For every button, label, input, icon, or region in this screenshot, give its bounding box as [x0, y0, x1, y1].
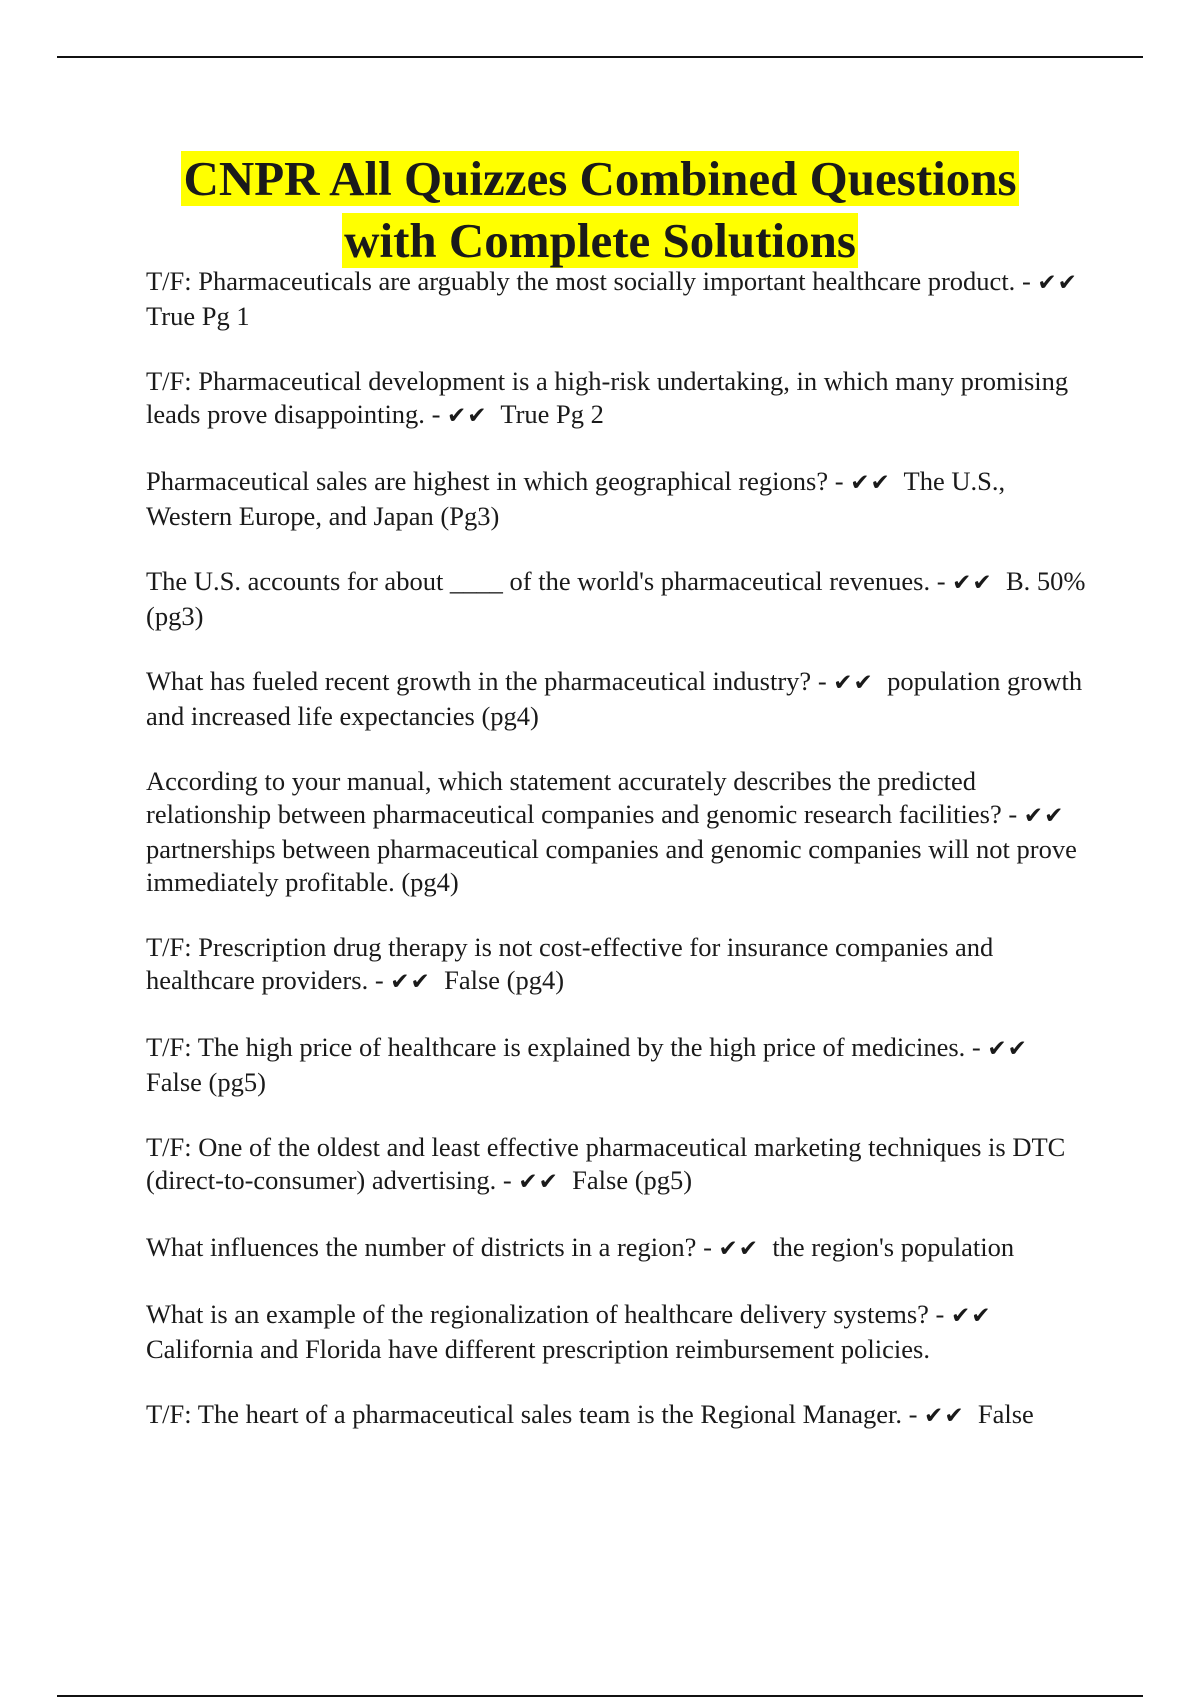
document-title	[100, 148, 1100, 272]
qa-item	[146, 1231, 1096, 1266]
question-text: T/F: Prescription drug therapy is not cost-effective for insurance companies and healthcare providers.	[146, 932, 994, 995]
answer-text: partnerships between pharmaceutical companies and genomic companies will not prove immediately profitable. (pg4)	[146, 834, 1077, 897]
qa-item	[146, 1131, 1096, 1199]
check-mark-icon: ✔✔	[924, 1403, 965, 1429]
qa-item	[146, 465, 1096, 533]
check-mark-icon: ✔✔	[987, 1036, 1028, 1062]
answer-text: the region's population	[772, 1232, 1015, 1262]
answer-text: False (pg5)	[572, 1165, 693, 1195]
qa-item	[146, 765, 1096, 899]
answer-text: False (pg5)	[146, 1067, 266, 1097]
question-text: What has fueled recent growth in the pharmaceutical industry?	[146, 666, 812, 696]
check-mark-icon: ✔✔	[390, 969, 431, 995]
separator: -	[928, 1299, 951, 1329]
qa-item	[146, 1031, 1096, 1099]
answer-text: B. 50% (pg3)	[146, 566, 1086, 631]
answer-text: True Pg 1	[146, 301, 250, 331]
separator: -	[811, 666, 834, 696]
check-mark-icon: ✔✔	[850, 470, 891, 496]
question-text: T/F: The high price of healthcare is explained by the high price of medicines.	[146, 1032, 966, 1062]
separator: -	[1015, 266, 1038, 296]
check-mark-icon: ✔✔	[447, 403, 488, 429]
question-text: T/F: The heart of a pharmaceutical sales team is the Regional Manager.	[146, 1399, 902, 1429]
answer-text: False (pg4)	[444, 965, 565, 995]
answer-text: True Pg 2	[500, 399, 604, 429]
bottom-rule	[57, 1695, 1143, 1697]
check-mark-icon: ✔✔	[951, 1303, 992, 1329]
separator: -	[1001, 799, 1024, 829]
qa-item	[146, 1298, 1096, 1366]
answer-text: population growth and increased life expectancies (pg4)	[146, 666, 1083, 731]
answer-text: California and Florida have different prescription reimbursement policies.	[146, 1334, 930, 1364]
check-mark-icon: ✔✔	[952, 570, 993, 596]
qa-item	[146, 265, 1096, 333]
check-mark-icon: ✔✔	[1023, 803, 1065, 829]
answer-text: False	[977, 1399, 1034, 1429]
question-text: T/F: Pharmaceutical development is a high-risk undertaking, in which many promising leads prove disappointing.	[146, 366, 1069, 429]
check-mark-icon: ✔✔	[518, 1169, 559, 1195]
title-line-1: CNPR All Quizzes Combined Questions	[183, 151, 1017, 206]
qa-item	[146, 1398, 1096, 1433]
qa-list	[146, 265, 1096, 1465]
check-mark-icon: ✔✔	[833, 670, 874, 696]
question-text: Pharmaceutical sales are highest in which geographical regions?	[146, 466, 829, 496]
question-text: The U.S. accounts for about ____ of the world's pharmaceutical revenues.	[146, 566, 931, 596]
separator: -	[696, 1232, 719, 1262]
qa-item	[146, 931, 1096, 999]
qa-item	[146, 565, 1096, 633]
question-text: T/F: Pharmaceuticals are arguably the most socially important healthcare product.	[146, 266, 1016, 296]
check-mark-icon: ✔✔	[718, 1236, 760, 1262]
question-text: What influences the number of districts in a region?	[146, 1232, 697, 1262]
check-mark-icon: ✔✔	[1037, 270, 1078, 296]
separator: -	[496, 1165, 519, 1195]
question-text: According to your manual, which statement accurately describes the predicted relationship between pharmaceutical companies and genomic research facilities?	[146, 766, 1002, 829]
question-text: What is an example of the regionalization of healthcare delivery systems?	[146, 1299, 929, 1329]
qa-item	[146, 665, 1096, 733]
top-rule	[57, 56, 1143, 58]
title-line-2: with Complete Solutions	[344, 213, 856, 268]
separator: -	[930, 566, 953, 596]
qa-item	[146, 365, 1096, 433]
separator: -	[424, 399, 448, 429]
separator: -	[901, 1399, 925, 1429]
question-text: T/F: One of the oldest and least effective pharmaceutical marketing techniques is DTC (direct-to-consumer) advertising.	[146, 1132, 1066, 1195]
separator: -	[965, 1032, 988, 1062]
answer-text: The U.S., Western Europe, and Japan (Pg3)	[146, 466, 1006, 531]
separator: -	[828, 466, 851, 496]
separator: -	[368, 965, 391, 995]
